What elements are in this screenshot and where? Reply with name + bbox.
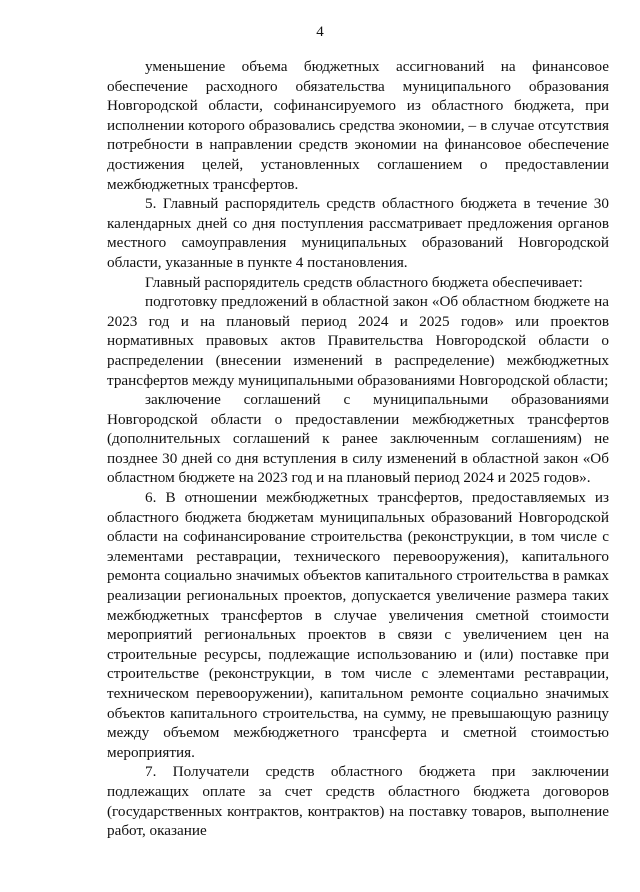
page-number: 4 (316, 24, 324, 40)
paragraph-distributor-ensures: Главный распорядитель средств областного бюджета обеспечивает: (145, 273, 583, 291)
paragraph-preparation-proposals: подготовку предложений в областной закон «Об областном бюджете на 2023 год и на плановый период 2024 и 2025 годов» или проектов нормативных правовых актов Правительства Новгородской области о распределении (внесении изменений в распределение) межбюджетных трансфертов между муниципальными образованиями Новгородской области; (107, 293, 609, 389)
paragraph-agreements: заключение соглашений с муниципальными образованиями Новгородской области о предоставлении межбюджетных трансфертов (дополнительных соглашений к ранее заключенным соглашениям) не позднее 30 дней со дня вступления в силу изменений в областной закон «Об областном бюджете на 2023 год и на плановый период 2024 и 2025 годов». (107, 391, 609, 487)
paragraph-item-5: 5. Главный распорядитель средств областного бюджета в течение 30 календарных дней со дня поступления рассматривает предложения органов местного самоуправления муниципальных образований Новгородской области, указанные в пункте 4 постановления. (107, 195, 609, 271)
document-body (107, 57, 609, 841)
paragraph-item-7: 7. Получатели средств областного бюджета при заключении подлежащих оплате за счет средств областного бюджета договоров (государственных контрактов, контрактов) на поставку товаров, выполнение работ, оказание (107, 763, 609, 840)
paragraph-budget-reduction: уменьшение объема бюджетных ассигнований на финансовое обеспечение расходного обязательства муниципального образования Новгородской области, софинансируемого из областного бюджета, при исполнении которого образовались средства экономии, – в случае отсутствия потребности в направлении средств экономии на финансовое обеспечение достижения целей, установленных соглашением о предоставлении межбюджетных трансфертов. (107, 58, 609, 193)
paragraph-item-6: 6. В отношении межбюджетных трансфертов, предоставляемых из областного бюджета бюджетам муниципальных образований Новгородской области на софинансирование строительства (реконструкции, в том числе с элементами реставрации, технического перевооружения), капитального ремонта социально значимых объектов капитального строительства в рамках реализации региональных проектов, допускается увеличение размера таких межбюджетных трансфертов в случае увеличения сметной стоимости мероприятий региональных проектов в связи с увеличением цен на строительные ресурсы, подлежащие использованию и (или) поставке при строительстве (реконструкции, в том числе с элементами реставрации, техническом перевооружении), капитальном ремонте социально значимых объектов капитального строительства, на сумму, не превышающую разницу между объемом межбюджетного трансферта и сметной стоимостью мероприятия. (107, 489, 609, 761)
